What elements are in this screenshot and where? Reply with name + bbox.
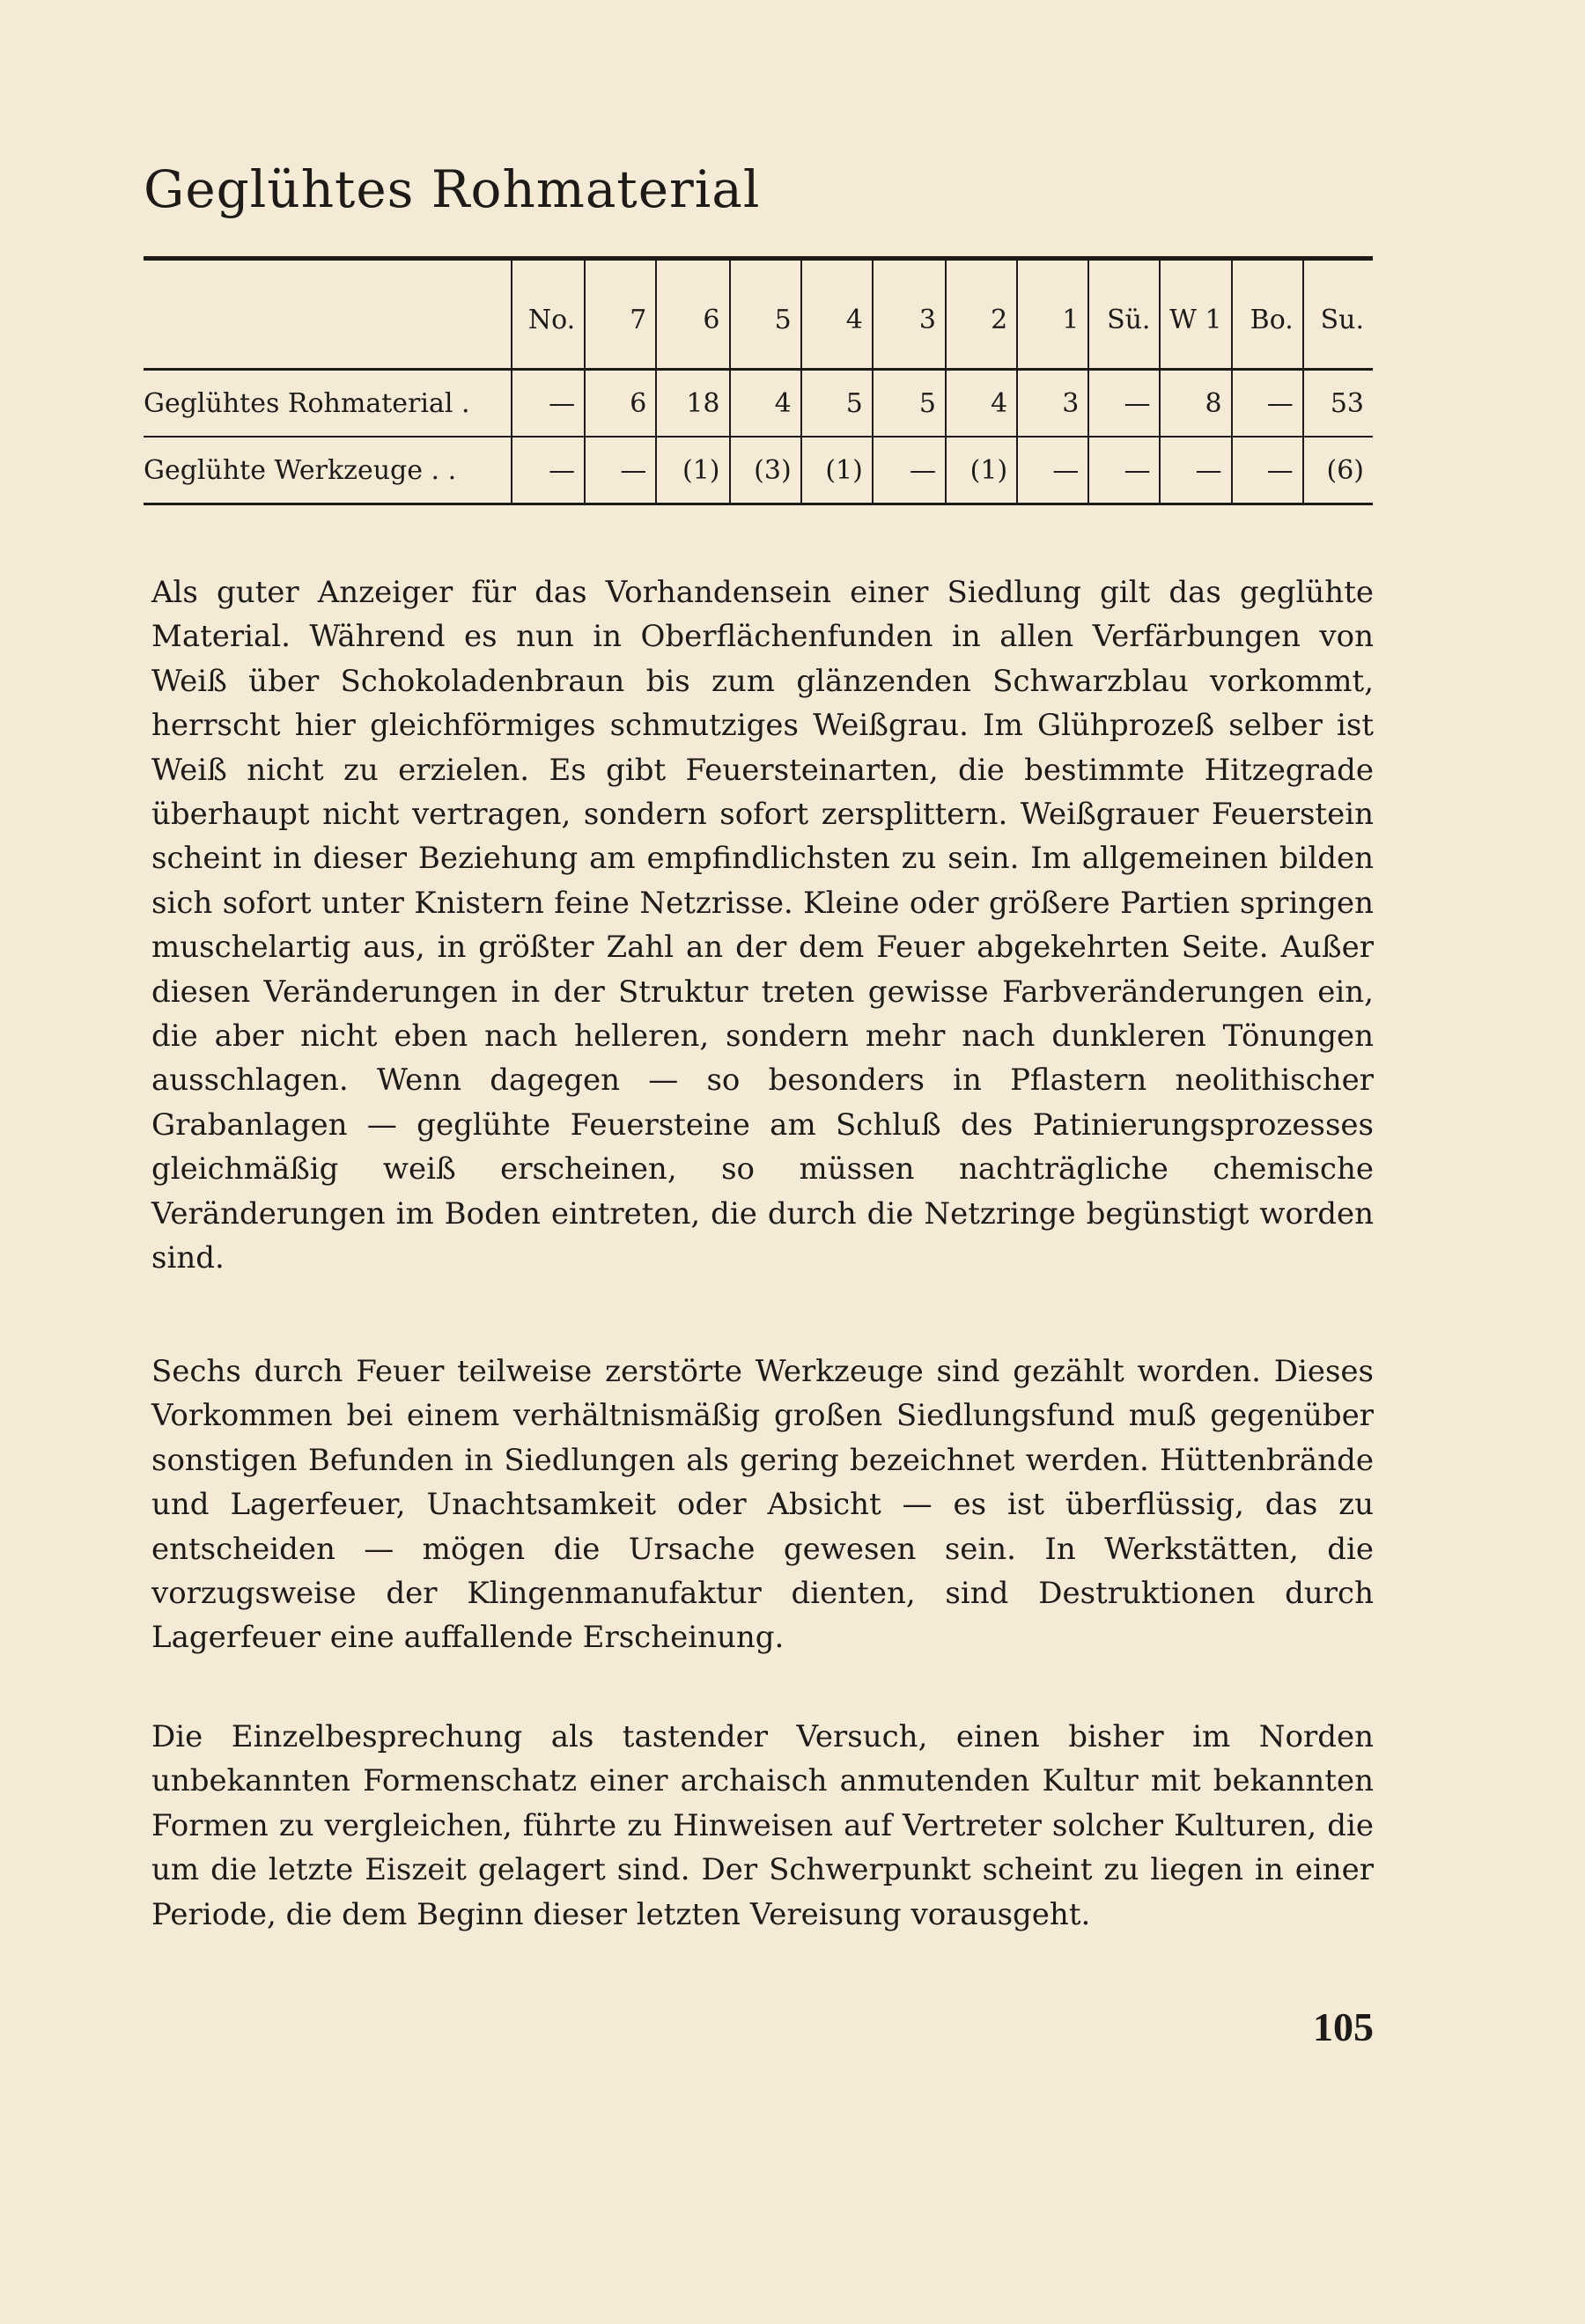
table-header-cell: Su. (1303, 261, 1373, 370)
table-cell: — (873, 437, 946, 504)
body-paragraph: Die Einzelbesprechung als tastender Versuch, einen bisher im Norden unbekannten Formenschatz einer archaisch anmutenden Kultur mit bekannten Formen zu vergleichen, führte zu Hinweisen auf Vertreter solcher Kulturen, die um die letzte Eiszeit gelagert sind. Der Schwerpunkt scheint zu liegen in einer Periode, die dem Beginn dieser letzten Vereisung vorausgeht. (151, 1719, 1374, 1932)
table-header-cell: W 1 (1160, 261, 1231, 370)
table-cell: (1) (656, 437, 729, 504)
table-row (144, 370, 1373, 438)
table-cell: 4 (946, 370, 1017, 438)
table-header-row (144, 261, 1373, 370)
table-cell: (3) (730, 437, 801, 504)
table-cell: — (585, 437, 656, 504)
body-paragraph: Sechs durch Feuer teilweise zerstörte Werkzeuge sind gezählt worden. Dieses Vorkommen bei einem verhältnismäßig großen Siedlungsfund muß gegenüber sonstigen Befunden in Siedlungen als gering bezeichnet werden. Hüttenbrände und Lagerfeuer, Unachtsamkeit oder Absicht — es ist überflüssig, das zu entscheiden — mögen die Ursache gewesen sein. In Werkstätten, die vorzugsweise der Klingenmanufaktur dienten, sind Destruktionen durch Lagerfeuer eine auffallende Erscheinung. (151, 1354, 1374, 1656)
page-number: 105 (1313, 2004, 1374, 2049)
table-cell: 5 (873, 370, 946, 438)
table-header-cell: Sü. (1088, 261, 1160, 370)
table-cell: 4 (730, 370, 801, 438)
table-header-cell: Bo. (1232, 261, 1303, 370)
table-header-cell: 3 (873, 261, 946, 370)
table-cell: — (1232, 437, 1303, 504)
table-cell: 5 (801, 370, 873, 438)
table-cell: — (1232, 370, 1303, 438)
table-cell: — (512, 370, 585, 438)
table-cell: 18 (656, 370, 729, 438)
row-label: Geglühtes Rohmaterial . (144, 370, 512, 438)
table-header-cell (144, 261, 512, 370)
section-heading: Geglühtes Rohmaterial (144, 159, 761, 219)
body-paragraph: Als guter Anzeiger für das Vorhandensein einer Siedlung gilt das geglühte Material. Während es nun in Oberflächenfunden in allen Verfärbungen von Weiß über Schokoladenbraun bis zum glänzenden Schwarzblau vorkommt, herrscht hier gleichförmiges schmutziges Weißgrau. Im Glühprozeß selber ist Weiß nicht zu erzielen. Es gibt Feuersteinarten, die bestimmte Hitzegrade überhaupt nicht vertragen, sondern sofort zersplittern. Weißgrauer Feuerstein scheint in dieser Beziehung am empfindlichsten zu sein. Im allgemeinen bilden sich sofort unter Knistern feine Netzrisse. Kleine oder größere Partien springen muschelartig aus, in größter Zahl an der dem Feuer abgekehrten Seite. Außer diesen Veränderungen in der Struktur treten gewisse Farbveränderungen ein, die aber nicht eben nach helleren, sondern mehr nach dunkleren Tönungen ausschlagen. Wenn dagegen — so besonders in Pflastern neolithischer Grabanlagen — geglühte Feuersteine am Schluß des Patinierungsprozesses gleichmäßig weiß erscheinen, so müssen nachträgliche chemische Veränderungen im Boden eintreten, die durch die Netzringe begünstigt worden sind. (151, 575, 1374, 1276)
table-header-cell: 6 (656, 261, 729, 370)
table-cell: 53 (1303, 370, 1373, 438)
table-cell: (1) (801, 437, 873, 504)
table-cell: — (1160, 437, 1231, 504)
table-cell: — (1088, 437, 1160, 504)
table-cell: — (512, 437, 585, 504)
table-row (144, 437, 1373, 504)
table-header-cell: 4 (801, 261, 873, 370)
table-header-cell: No. (512, 261, 585, 370)
row-label: Geglühte Werkzeuge . . (144, 437, 512, 504)
table-cell: — (1017, 437, 1088, 504)
counts-table (144, 261, 1373, 505)
table-cell: (1) (946, 437, 1017, 504)
table-cell: 8 (1160, 370, 1231, 438)
table-cell: 3 (1017, 370, 1088, 438)
table-header-cell: 2 (946, 261, 1017, 370)
table-cell: — (1088, 370, 1160, 438)
table-cell: (6) (1303, 437, 1373, 504)
table-cell: 6 (585, 370, 656, 438)
table-header-cell: 5 (730, 261, 801, 370)
table-header-cell: 7 (585, 261, 656, 370)
table-header-cell: 1 (1017, 261, 1088, 370)
